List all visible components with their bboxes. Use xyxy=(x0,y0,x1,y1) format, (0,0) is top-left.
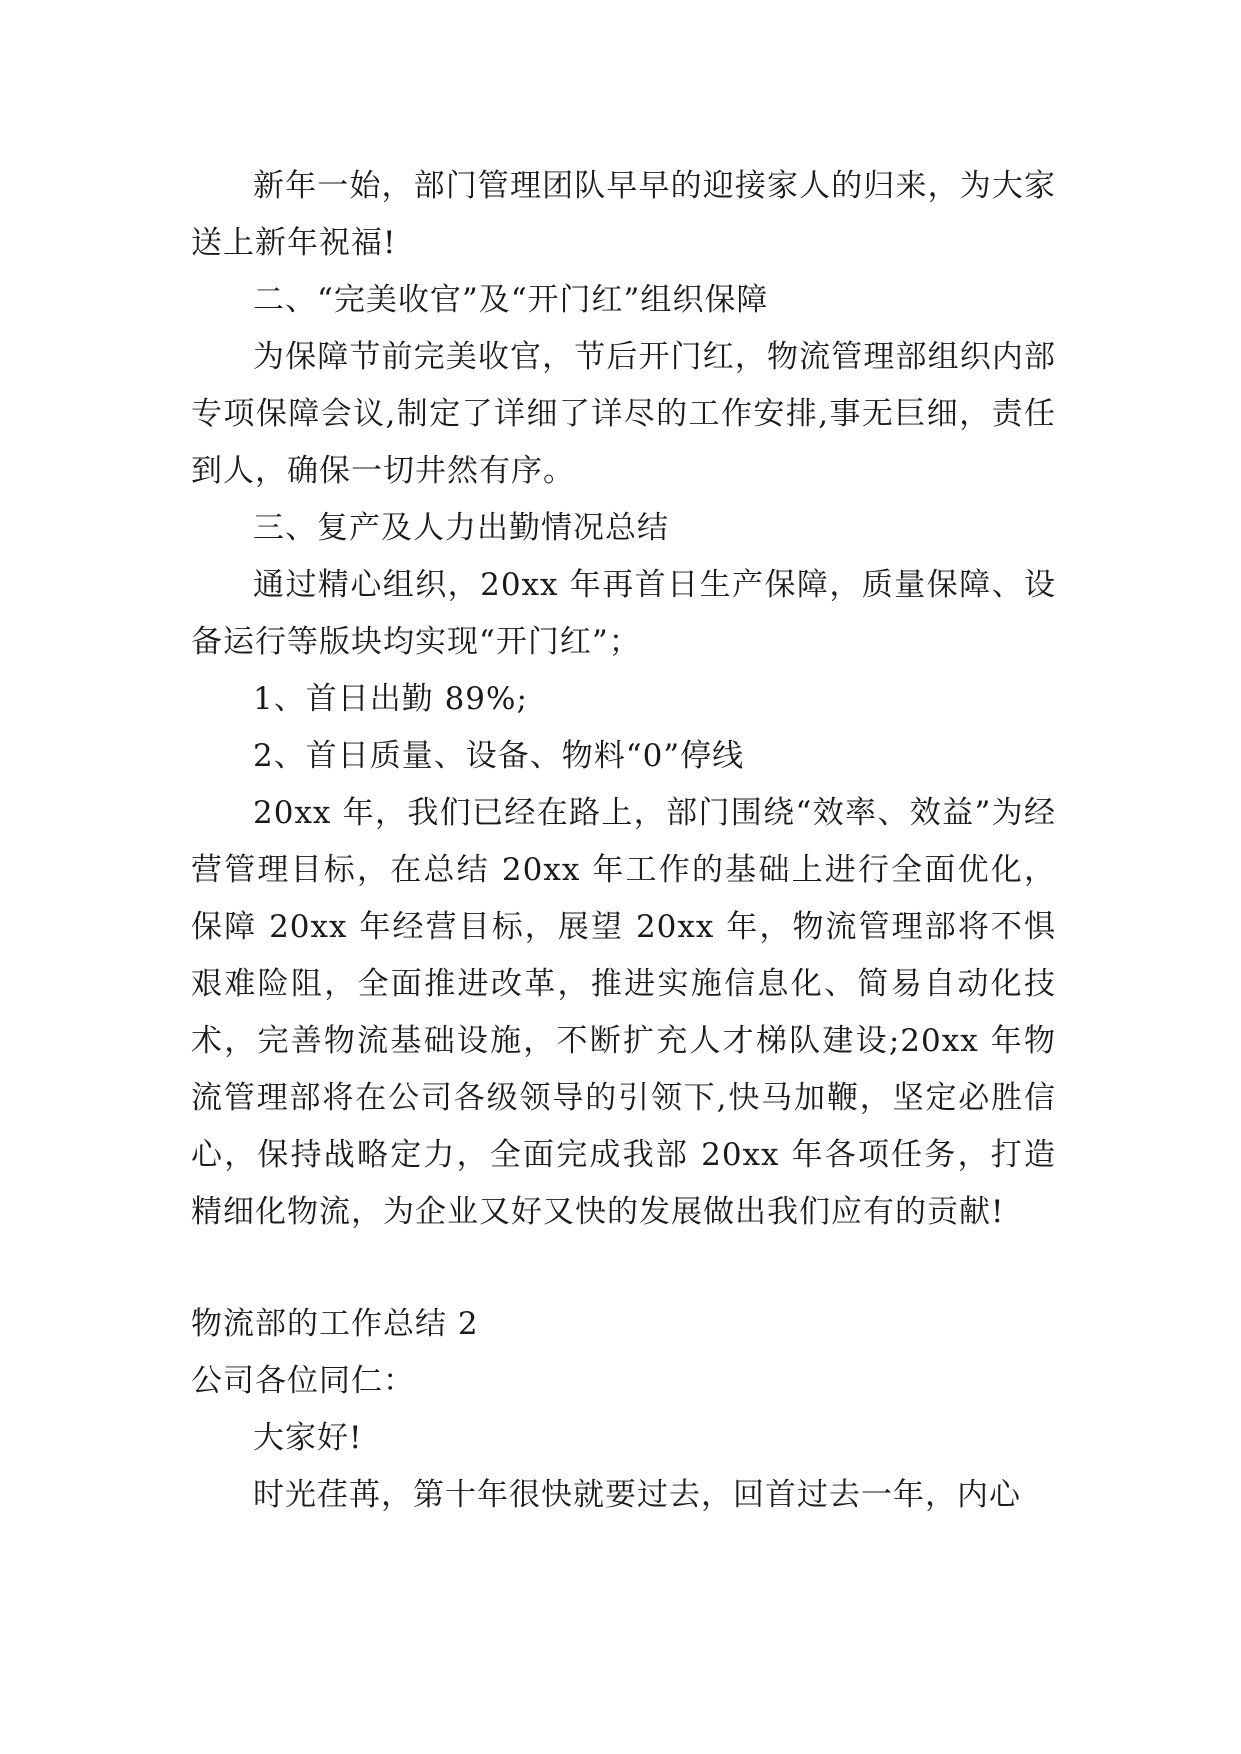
salutation: 公司各位同仁： xyxy=(191,1363,415,1399)
list-item-attendance: 1、首日出勤 89%; xyxy=(253,681,528,717)
paragraph-guarantee: 为保障节前完美收官，节后开门红，物流管理部组织内部专项保障会议,制定了详细了详尽的工作安排,事无巨细，责任到人，确保一切井然有序。 xyxy=(191,339,1056,489)
section-title-summary-2: 物流部的工作总结 2 xyxy=(191,1306,479,1342)
paragraph-time-passes: 时光荏苒，第十年很快就要过去，回首过去一年，内心 xyxy=(253,1477,1021,1513)
document-page xyxy=(191,158,1056,1524)
section-gap xyxy=(191,1241,1056,1296)
section-heading-guarantee: 二、“完美收官”及“开门红”组织保障 xyxy=(253,282,769,318)
paragraph-resumption: 通过精心组织，20xx 年再首日生产保障，质量保障、设备运行等版块均实现“开门红”； xyxy=(191,567,1056,660)
paragraph-outlook: 20xx 年，我们已经在路上，部门围绕“效率、效益”为经营管理目标，在总结 20xx 年工作的基础上进行全面优化，保障 20xx 年经营目标，展望 20xx 年，物流管理部将不惧艰难险阻，全面推进改革，推进实施信息化、简易自动化技术，完善物流基础设施，不断扩充人才梯队建设;20xx 年物流管理部将在公司各级领导的引领下,快马加鞭，坚定必胜信心，保持战略定力，全面完成我部 20xx 年各项任务，打造精细化物流，为企业又好又快的发展做出我们应有的贡献! xyxy=(191,795,1056,1230)
section-heading-resumption: 三、复产及人力出勤情况总结 xyxy=(253,510,669,546)
list-item-quality: 2、首日质量、设备、物料“0”停线 xyxy=(253,738,745,774)
paragraph-new-year: 新年一始，部门管理团队早早的迎接家人的归来，为大家送上新年祝福! xyxy=(191,168,1056,261)
greeting: 大家好! xyxy=(253,1420,363,1456)
